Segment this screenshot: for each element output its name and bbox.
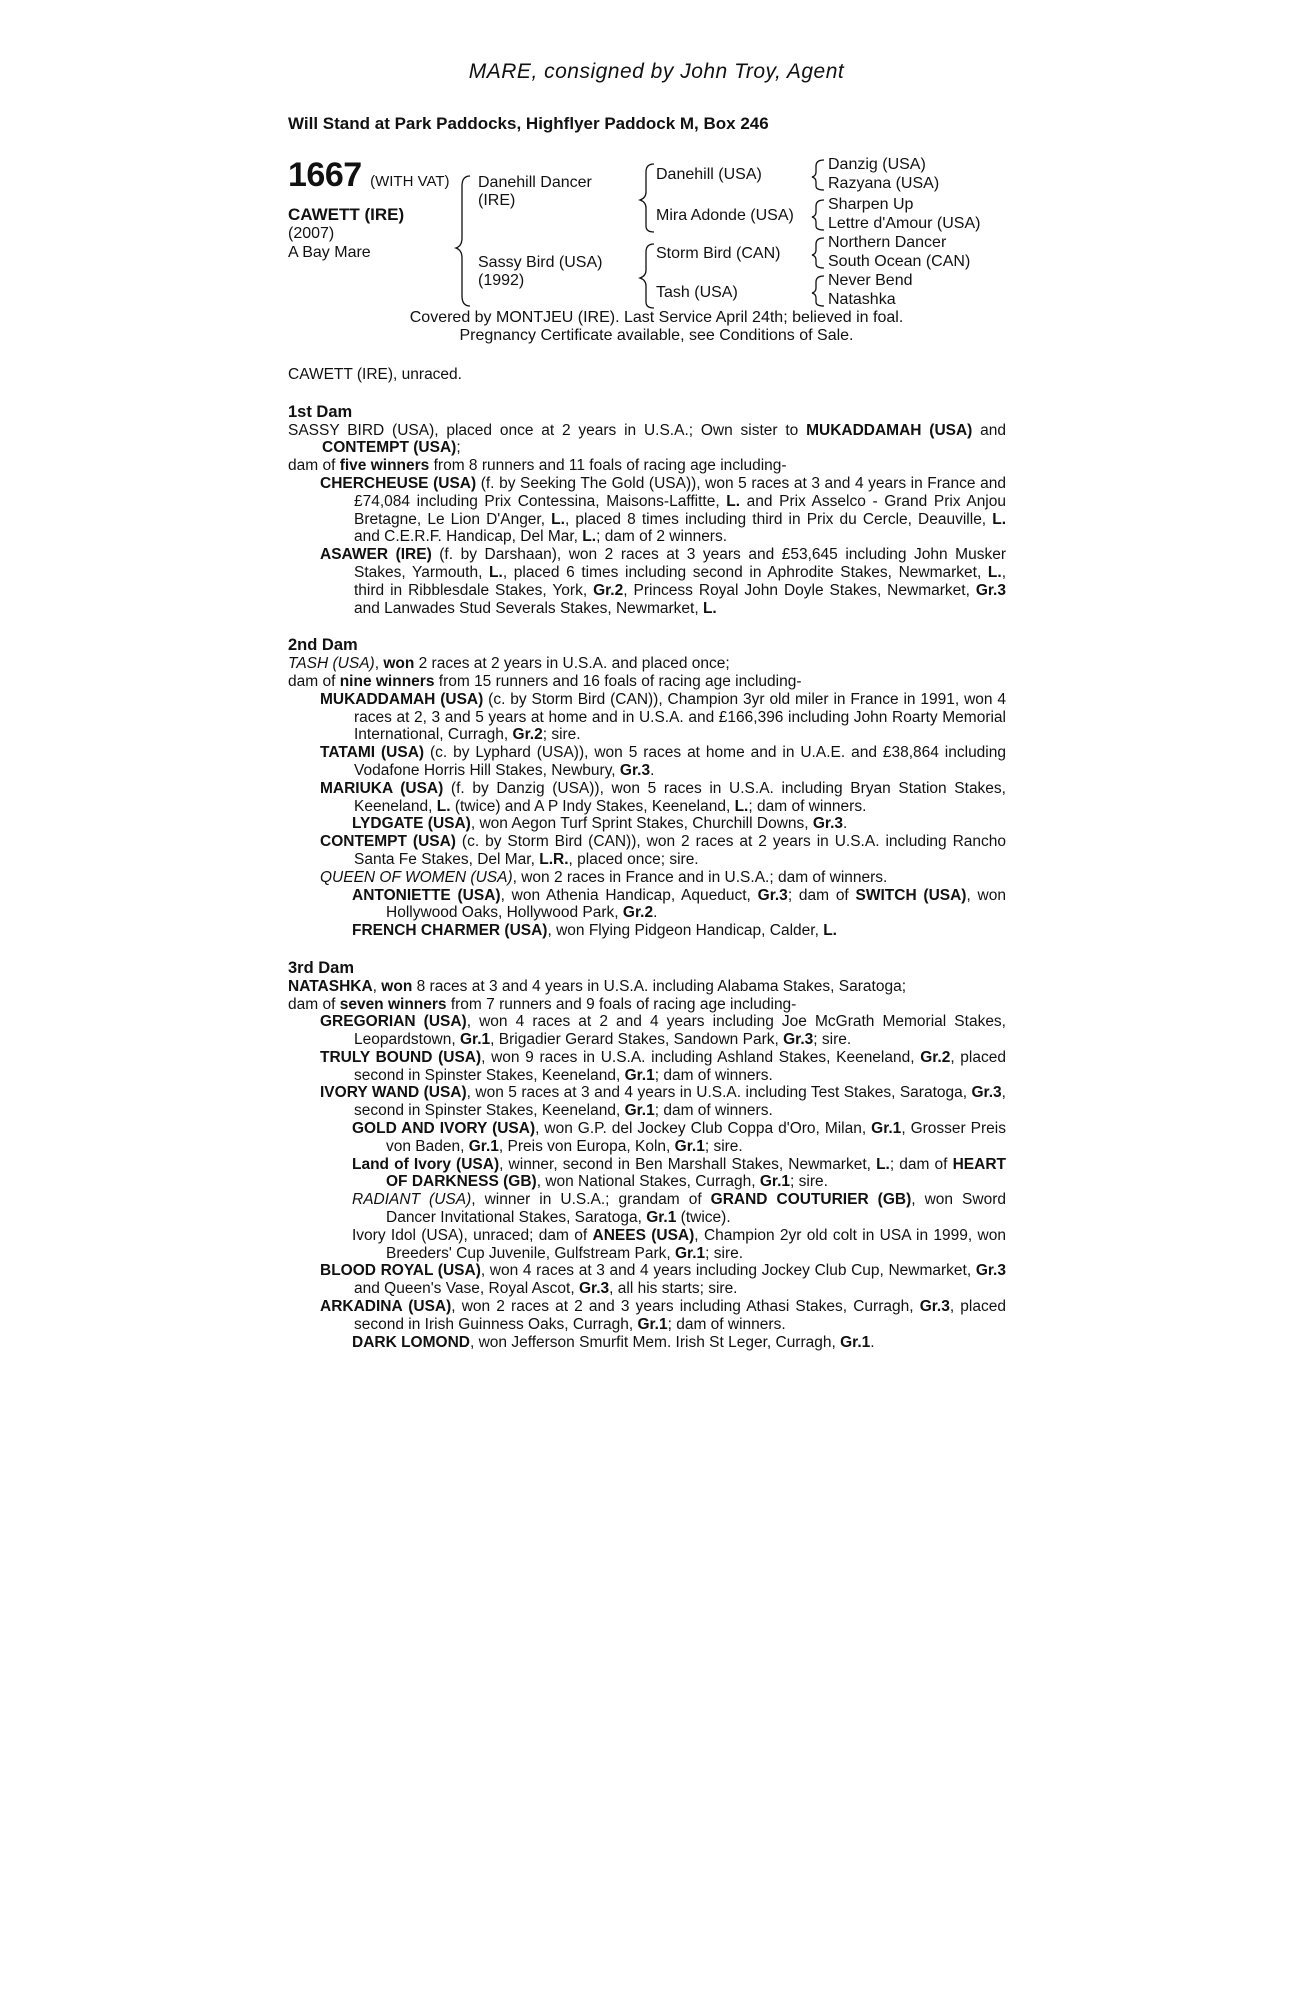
pedigree-paragraph: SASSY BIRD (USA), placed once at 2 years in U.S.A.; Own sister to MUKADDAMAH (USA) and CONTEMPT (USA);: [288, 421, 1007, 457]
section-heading: 1st Dam: [288, 402, 353, 421]
pedigree-gg-3: Sharpen Up: [828, 196, 914, 213]
pedigree-paragraph: Land of Ivory (USA), winner, second in Ben Marshall Stakes, Newmarket, L.; dam of HEART OF DARKNESS (GB), won National Stakes, Curragh, Gr.1; sire.: [352, 1155, 1006, 1191]
pedigree-paragraph: RADIANT (USA), winner in U.S.A.; grandam of GRAND COUTURIER (GB), won Sword Dancer Invitational Stakes, Saratoga, Gr.1 (twice).: [352, 1191, 1006, 1227]
pedigree-paragraph: GOLD AND IVORY (USA), won G.P. del Jockey Club Coppa d'Oro, Milan, Gr.1, Grosser Preis von Baden, Gr.1, Preis von Europa, Koln, Gr.1; sire.: [352, 1120, 1006, 1155]
pedigree-gg-5: Northern Dancer: [828, 234, 947, 251]
pedigree-gg-2: Razyana (USA): [828, 175, 940, 192]
horse-description: A Bay Mare: [288, 244, 371, 261]
pedigree-dam-dam: Tash (USA): [656, 284, 738, 301]
pedigree-paragraph: ARKADINA (USA), won 2 races at 2 and 3 years including Athasi Stakes, Curragh, Gr.3, placed second in Irish Guinness Oaks, Curragh, Gr.1; dam of winners.: [320, 1298, 1006, 1333]
pedigree-paragraph: dam of five winners from 8 runners and 11 foals of racing age including-: [288, 457, 787, 475]
pedigree-paragraph: TATAMI (USA) (c. by Lyphard (USA)), won 5 races at home and in U.A.E. and £38,864 including Vodafone Horris Hill Stakes, Newbury, Gr.3.: [320, 744, 1006, 779]
vat-label: (WITH VAT): [370, 173, 450, 190]
horse-name: CAWETT (IRE): [288, 205, 405, 224]
pedigree-paragraph: MARIUKA (USA) (f. by Danzig (USA)), won 5 races in U.S.A. including Bryan Station Stakes, Keeneland, L. (twice) and A P Indy Stakes, Keeneland, L.; dam of winners.: [320, 779, 1006, 815]
pedigree-paragraph: FRENCH CHARMER (USA), won Flying Pidgeon Handicap, Calder, L.: [352, 922, 837, 940]
pedigree-paragraph: ANTONIETTE (USA), won Athenia Handicap, Aqueduct, Gr.3; dam of SWITCH (USA), won Hollywood Oaks, Hollywood Park, Gr.2.: [352, 886, 1006, 922]
pedigree-dam: Sassy Bird (USA) (1992): [478, 254, 603, 289]
pedigree-sire: Danehill Dancer (IRE): [478, 174, 592, 209]
pedigree-paragraph: CHERCHEUSE (USA) (f. by Seeking The Gold (USA)), won 5 races at 3 and 4 years in France and £74,084 including Prix Contessina, Maisons-Laffitte, L. and Prix Asselco - Grand Prix Anjou Bretagne, Le Lion D'Anger, L., placed 8 times including third in Prix du Cercle, Deauville, L. and C.E.R.F. Handicap, Del Mar, L.; dam of 2 winners.: [320, 474, 1007, 546]
lot-number: 1667: [288, 156, 362, 194]
pedigree-gg-7: Never Bend: [828, 272, 913, 289]
pedigree-paragraph: ASAWER (IRE) (f. by Darshaan), won 2 races at 3 years and £53,645 including John Musker Stakes, Yarmouth, L., placed 6 times including second in Aphrodite Stakes, Newmarket, L., third in Ribblesdale Stakes, York, Gr.2, Princess Royal John Doyle Stakes, Newmarket, Gr.3 and Lanwades Stud Severals Stakes, Newmarket, L.: [320, 546, 1006, 617]
pedigree-paragraph: NATASHKA, won 8 races at 3 and 4 years in U.S.A. including Alabama Stakes, Saratoga;: [288, 977, 906, 995]
pedigree-paragraph: DARK LOMOND, won Jefferson Smurfit Mem. Irish St Leger, Curragh, Gr.1.: [352, 1333, 875, 1351]
covering-note: Covered by MONTJEU (IRE). Last Service April 24th; believed in foal. Pregnancy Certificate available, see Conditions of Sale.: [409, 309, 904, 344]
stand-location: Will Stand at Park Paddocks, Highflyer Paddock M, Box 246: [288, 114, 769, 133]
pedigree-paragraph: IVORY WAND (USA), won 5 races at 3 and 4 years in U.S.A. including Test Stakes, Saratoga, Gr.3, second in Spinster Stakes, Keeneland, Gr.1; dam of winners.: [320, 1084, 1006, 1120]
dam-sections: [288, 404, 1006, 1352]
catalogue-body: [288, 366, 1006, 1351]
horse-race-record: CAWETT (IRE), unraced.: [288, 366, 462, 383]
pedigree-sire-sire: Danehill (USA): [656, 166, 762, 183]
pedigree-paragraph: TASH (USA), won 2 races at 2 years in U.S.A. and placed once;: [288, 655, 730, 673]
horse-year: (2007): [288, 225, 335, 242]
section-heading: 3rd Dam: [288, 958, 355, 977]
pedigree-gg-1: Danzig (USA): [828, 156, 926, 173]
pedigree-paragraph: CONTEMPT (USA) (c. by Storm Bird (CAN)), won 2 races at 2 years in U.S.A. including Rancho Santa Fe Stakes, Del Mar, L.R., placed once; sire.: [320, 833, 1006, 868]
pedigree-paragraph: Ivory Idol (USA), unraced; dam of ANEES (USA), Champion 2yr old colt in USA in 1999, won Breeders' Cup Juvenile, Gulfstream Park, Gr.1; sire.: [352, 1226, 1006, 1262]
pedigree-paragraph: dam of seven winners from 7 runners and 9 foals of racing age including-: [288, 995, 797, 1013]
pedigree-paragraph: MUKADDAMAH (USA) (c. by Storm Bird (CAN)), Champion 3yr old miler in France in 1991, won 4 races at 2, 3 and 5 years at home and in U.S.A. and £166,396 including John Roarty Memorial International, Curragh, Gr.2; sire.: [320, 690, 1006, 744]
consignor-header: MARE, consigned by John Troy, Agent: [468, 60, 845, 83]
pedigree-paragraph: QUEEN OF WOMEN (USA), won 2 races in France and in U.S.A.; dam of winners.: [320, 868, 888, 886]
pedigree-gg-4: Lettre d'Amour (USA): [828, 215, 981, 232]
pedigree-paragraph: TRULY BOUND (USA), won 9 races in U.S.A. including Ashland Stakes, Keeneland, Gr.2, placed second in Spinster Stakes, Keeneland, Gr.1; dam of winners.: [320, 1048, 1006, 1084]
pedigree-gg-6: South Ocean (CAN): [828, 253, 971, 270]
pedigree-sire-dam: Mira Adonde (USA): [656, 207, 794, 224]
pedigree-braces: [0, 0, 1313, 320]
pedigree-paragraph: GREGORIAN (USA), won 4 races at 2 and 4 years including Joe McGrath Memorial Stakes, Leopardstown, Gr.1, Brigadier Gerard Stakes, Sandown Park, Gr.3; sire.: [320, 1013, 1006, 1049]
pedigree-paragraph: BLOOD ROYAL (USA), won 4 races at 3 and 4 years including Jockey Club Cup, Newmarket, Gr.3 and Queen's Vase, Royal Ascot, Gr.3, all his starts; sire.: [320, 1262, 1006, 1298]
pedigree-paragraph: LYDGATE (USA), won Aegon Turf Sprint Stakes, Churchill Downs, Gr.3.: [352, 815, 848, 833]
pedigree-paragraph: dam of nine winners from 15 runners and 16 foals of racing age including-: [288, 672, 802, 690]
section-heading: 2nd Dam: [288, 636, 358, 655]
pedigree-gg-8: Natashka: [828, 291, 896, 308]
pedigree-dam-sire: Storm Bird (CAN): [656, 245, 781, 262]
